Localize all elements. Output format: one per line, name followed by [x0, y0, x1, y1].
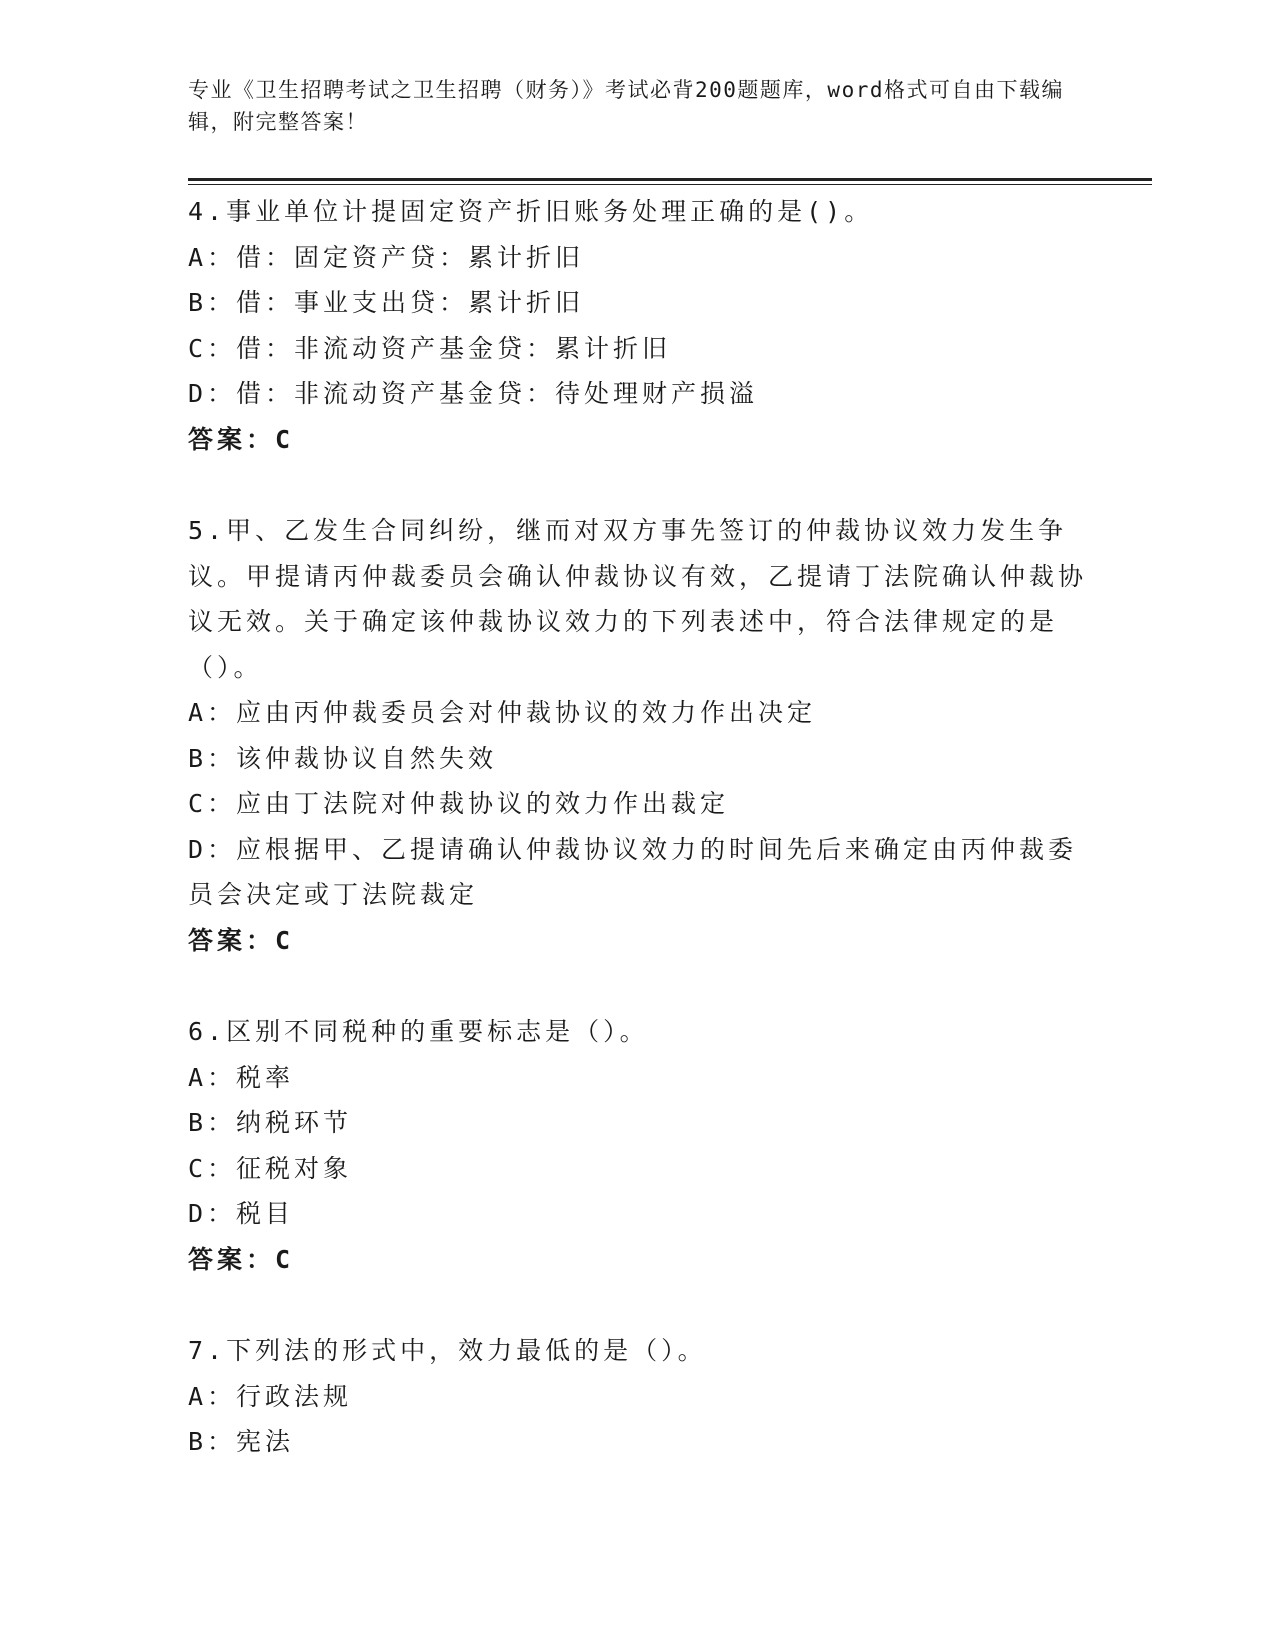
question-text: 6.区别不同税种的重要标志是（）。 — [188, 1017, 649, 1046]
option-c: C：借：非流动资产基金贷：累计折旧 — [188, 333, 672, 363]
answer: 答案：C — [188, 925, 295, 955]
option-d: D：应根据甲、乙提请确认仲裁协议效力的时间先后来确定由丙仲裁委员会决定或丁法院裁定 — [188, 834, 1078, 909]
option-c: C：征税对象 — [188, 1153, 353, 1183]
option-b: B：借：事业支出贷：累计折旧 — [188, 288, 585, 317]
question-text: 4.事业单位计提固定资产折旧账务处理正确的是()。 — [188, 197, 874, 226]
option-d: D：税目 — [188, 1199, 295, 1228]
option-b: B：纳税环节 — [188, 1108, 353, 1137]
option-b: B：该仲裁协议自然失效 — [188, 743, 498, 773]
question-6 — [188, 1009, 1088, 1282]
answer: 答案：C — [188, 1244, 295, 1274]
question-text: 7.下列法的形式中，效力最低的是（）。 — [188, 1336, 707, 1365]
header-divider-thin — [188, 184, 1152, 185]
question-5 — [188, 508, 1088, 963]
option-b: B：宪法 — [188, 1427, 295, 1456]
header-divider-thick — [188, 178, 1152, 181]
option-c: C：应由丁法院对仲裁协议的效力作出裁定 — [188, 789, 730, 818]
question-4 — [188, 189, 1088, 462]
document-header: 专业《卫生招聘考试之卫生招聘（财务）》考试必背200题题库，word格式可自由下载编辑，附完整答案！ — [188, 78, 1064, 134]
answer: 答案：C — [188, 424, 295, 454]
option-a: A：借：固定资产贷：累计折旧 — [188, 242, 585, 272]
question-list — [188, 189, 1088, 1511]
question-text: 5.甲、乙发生合同纠纷，继而对双方事先签订的仲裁协议效力发生争议。甲提请丙仲裁委员会确认仲裁协议有效，乙提请丁法院确认仲裁协议无效。关于确定该仲裁协议效力的下列表述中，符合法律规定的是（）。 — [188, 516, 1088, 682]
option-a: A：行政法规 — [188, 1381, 353, 1411]
option-d: D：借：非流动资产基金贷：待处理财产损溢 — [188, 379, 759, 408]
option-a: A：税率 — [188, 1062, 295, 1092]
question-7 — [188, 1328, 1088, 1465]
option-a: A：应由丙仲裁委员会对仲裁协议的效力作出决定 — [188, 698, 817, 727]
